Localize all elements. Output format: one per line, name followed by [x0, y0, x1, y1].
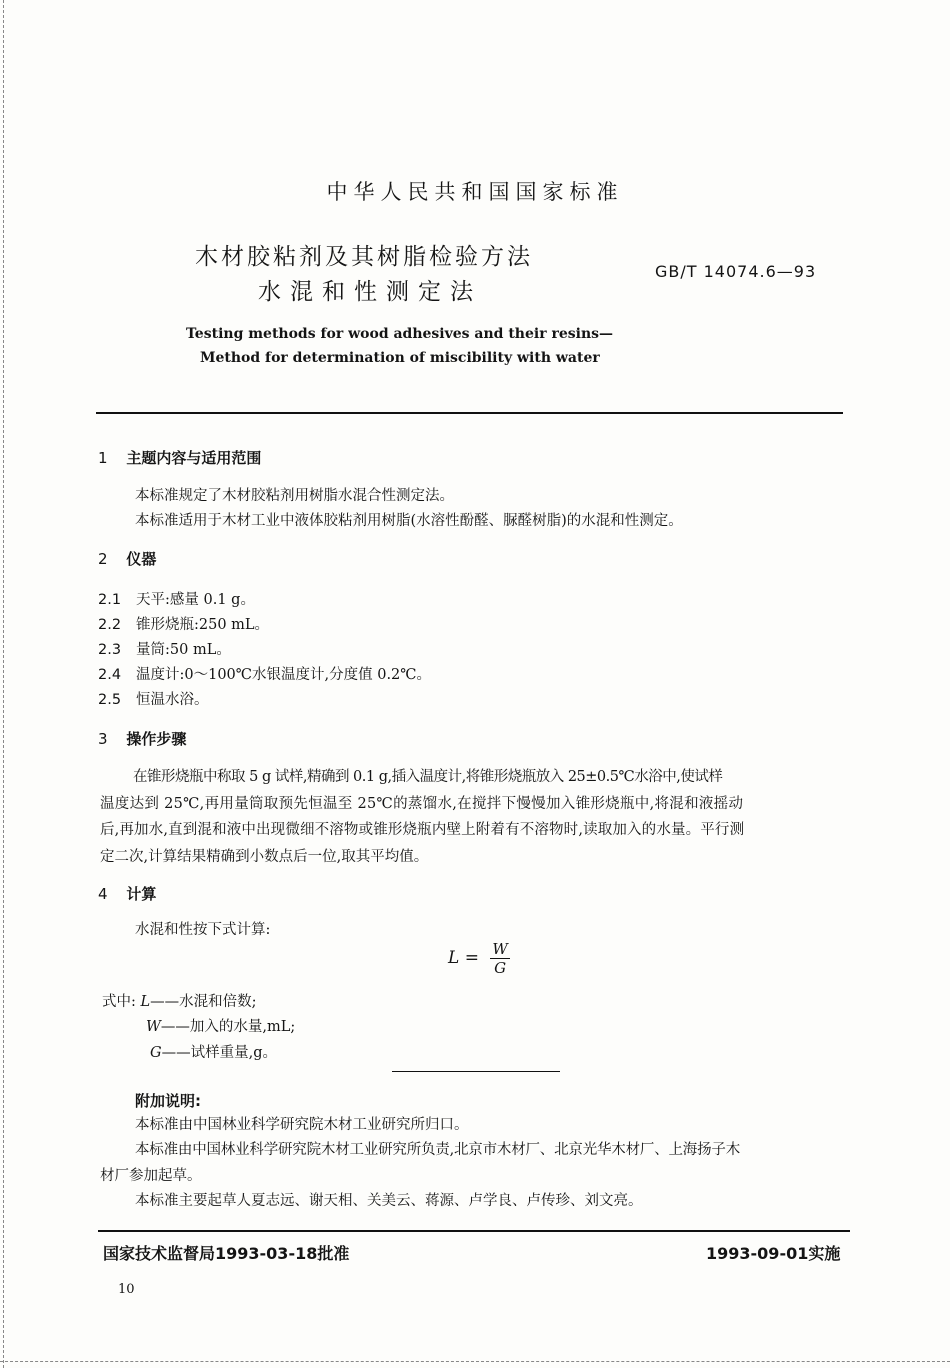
- notes-line: 本标准由中国林业科学研究院木材工业研究所归口。: [135, 1117, 469, 1133]
- item-text: 锥形烧瓶:250 mL。: [136, 617, 270, 633]
- section-1-paragraph: 本标准适用于木材工业中液体胶粘剂用树脂(水溶性酚醛、脲醛树脂)的水混和性测定。: [135, 513, 683, 529]
- formula-fraction: [490, 940, 509, 977]
- where-label: 式中:: [102, 994, 136, 1010]
- item-number: 2.5: [98, 692, 122, 708]
- variable-symbol: G: [150, 1045, 162, 1061]
- variable-definition: [150, 1041, 277, 1062]
- document-subtitle: 水混和性测定法: [258, 279, 482, 305]
- item-text: 天平:感量 0.1 g。: [136, 592, 255, 608]
- section-4-heading: [98, 883, 156, 904]
- section-title: 操作步骤: [126, 730, 187, 748]
- formula-lhs: L: [448, 948, 460, 968]
- variable-description: 试样重量,g。: [190, 1045, 277, 1061]
- section-title: 计算: [126, 885, 157, 903]
- item-text: 恒温水浴。: [136, 692, 209, 708]
- variable-definition: [146, 1015, 295, 1036]
- procedure-line: 温度达到 25℃,再用量筒取预先恒温至 25℃的蒸馏水,在搅拌下慢慢加入锥形烧瓶中,将混和液摇动: [100, 796, 744, 812]
- formula-equals: =: [464, 948, 479, 968]
- item-number: 2.4: [98, 667, 122, 683]
- section-2-heading: [98, 548, 156, 569]
- section-1-heading: [98, 447, 261, 468]
- page-number: 10: [118, 1282, 135, 1297]
- variable-dash: ——: [161, 1045, 191, 1061]
- formula: [448, 940, 510, 977]
- english-title-line-2: Method for determination of miscibility with water: [200, 350, 600, 366]
- instrument-item: [98, 588, 255, 609]
- document-title: 木材胶粘剂及其树脂检验方法: [195, 244, 533, 270]
- item-number: 2.1: [98, 592, 122, 608]
- notes-heading: 附加说明:: [135, 1092, 201, 1110]
- standard-number: GB/T 14074.6—93: [655, 262, 817, 281]
- instrument-item: [98, 638, 231, 659]
- notes-line: 材厂参加起草。: [100, 1168, 202, 1184]
- implementation-date: 1993-09-01实施: [706, 1244, 841, 1263]
- section-title: 主题内容与适用范围: [126, 449, 262, 467]
- section-3-heading: [98, 728, 186, 749]
- calculation-intro: 水混和性按下式计算:: [135, 922, 271, 938]
- instrument-item: [98, 663, 431, 684]
- notes-line: 本标准由中国林业科学研究院木材工业研究所负责,北京市木材厂、北京光华木材厂、上海扬子木: [135, 1142, 741, 1158]
- section-number: 1: [98, 449, 108, 467]
- variable-description: 加入的水量,mL;: [189, 1019, 296, 1035]
- variable-description: 水混和倍数;: [179, 994, 257, 1010]
- variable-dash: ——: [160, 1019, 190, 1035]
- section-title: 仪器: [126, 550, 157, 568]
- item-text: 温度计:0～100℃水银温度计,分度值 0.2℃。: [136, 667, 432, 683]
- national-standard-heading: 中华人民共和国国家标准: [326, 180, 624, 204]
- header-divider: [96, 412, 843, 414]
- variable-symbol: W: [146, 1019, 161, 1035]
- item-number: 2.3: [98, 642, 122, 658]
- section-end-divider: [392, 1071, 560, 1072]
- procedure-line: 定二次,计算结果精确到小数点后一位,取其平均值。: [100, 849, 429, 865]
- approval-date: 国家技术监督局1993-03-18批准: [103, 1244, 350, 1263]
- instrument-item: [98, 688, 209, 709]
- instrument-item: [98, 613, 269, 634]
- variable-definition: [102, 990, 257, 1011]
- item-text: 量筒:50 mL。: [136, 642, 231, 658]
- variable-symbol: L: [140, 994, 151, 1010]
- scan-bottom-edge: [0, 1361, 950, 1362]
- section-1-paragraph: 本标准规定了木材胶粘剂用树脂水混合性测定法。: [135, 488, 454, 504]
- variable-dash: ——: [150, 994, 180, 1010]
- footer-divider: [98, 1230, 850, 1232]
- procedure-line: 在锥形烧瓶中称取 5 g 试样,精确到 0.1 g,插入温度计,将锥形烧瓶放入 25±0.5℃水浴中,使试样: [133, 769, 723, 785]
- formula-denominator: G: [494, 959, 507, 977]
- formula-numerator: W: [492, 940, 508, 958]
- section-number: 2: [98, 550, 108, 568]
- item-number: 2.2: [98, 617, 122, 633]
- section-number: 3: [98, 730, 108, 748]
- english-title-line-1: Testing methods for wood adhesives and their resins—: [186, 326, 613, 342]
- procedure-line: 后,再加水,直到混和液中出现微细不溶物或锥形烧瓶内壁上附着有不溶物时,读取加入的水量。平行测: [100, 822, 745, 838]
- notes-line: 本标准主要起草人夏志远、谢天相、关美云、蒋源、卢学良、卢传珍、刘文亮。: [135, 1193, 643, 1209]
- section-number: 4: [98, 885, 108, 903]
